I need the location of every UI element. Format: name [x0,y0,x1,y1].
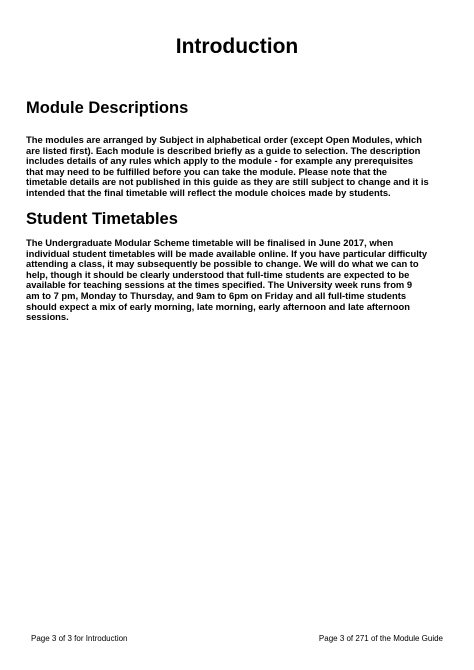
paragraph-line: individual student timetables will be made available online. If you have particular difficulty [26,247,428,259]
paragraph-line: The Undergraduate Modular Scheme timetable will be finalised in June 2017, when [26,237,394,248]
paragraph-line: attending a class, it may subsequently be possible to change. We will do what we can to [26,258,419,270]
paragraph-line: am to 7 pm, Monday to Thursday, and 9am to 6pm on Friday and all full-time students [26,289,407,301]
section-heading-module-descriptions: Module Descriptions [26,99,189,117]
paragraph-line: available for teaching sessions at the times specified. The University week runs from 9 [26,279,413,291]
section-body-student-timetables [26,238,456,323]
paragraph-line: The modules are arranged by Subject in alphabetical order (except Open Modules, which [26,134,422,145]
paragraph-line: help, though it should be clearly understood that full-time students are expected to be [26,268,410,280]
paragraph-line: should expect a mix of early morning, late morning, early afternoon and late afternoon [26,300,410,312]
footer-page-of-section: Page 3 of 3 for Introduction [31,634,128,643]
paragraph-line: timetable details are not published in this guide as they are still subject to change and it is [26,176,429,188]
paragraph-line: are listed first). Each module is described briefly as a guide to selection. The description [26,144,421,156]
section-heading-student-timetables: Student Timetables [26,210,178,228]
paragraph-line: includes details of any rules which apply to the module - for example any prerequisites [26,155,414,167]
section-body-module-descriptions [26,135,456,199]
footer-page-of-guide: Page 3 of 271 of the Module Guide [318,634,443,643]
paragraph-line: sessions. [26,311,69,323]
paragraph-line: that may need to be fulfilled before you can take the module. Please note that the [26,165,388,177]
paragraph-line: intended that the final timetable will reflect the module choices made by students. [26,186,391,198]
page-title: Introduction [175,35,299,58]
